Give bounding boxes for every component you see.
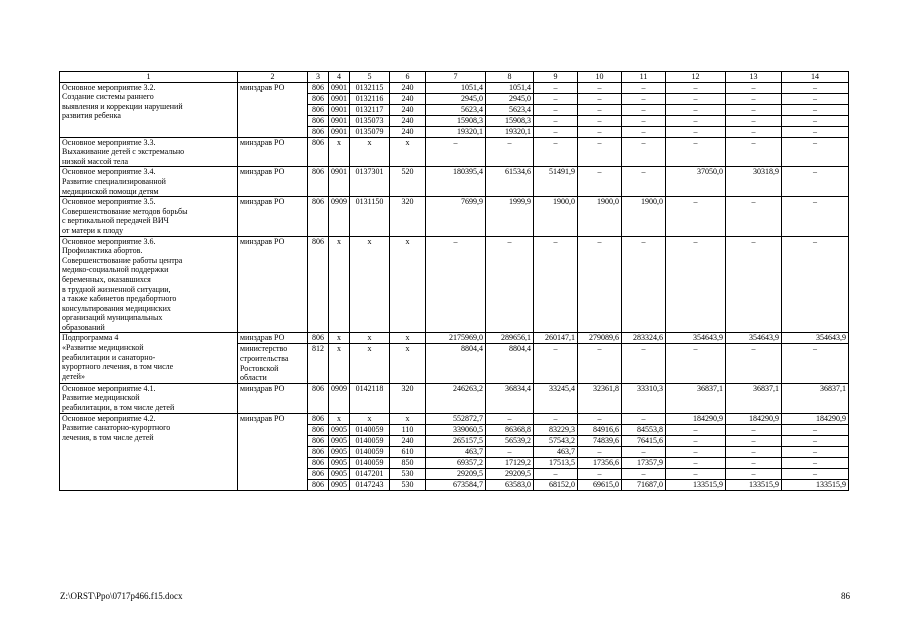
table-cell: 0132115 <box>350 82 390 93</box>
table-cell: 1900,0 <box>578 197 622 236</box>
table-cell: – <box>578 413 622 424</box>
table-row <box>60 137 849 167</box>
table-cell: 806 <box>308 333 329 344</box>
table-cell: – <box>578 468 622 479</box>
table-cell: 354643,9 <box>726 333 782 344</box>
table-cell: – <box>622 137 666 167</box>
header-cell: 3 <box>308 72 329 83</box>
table-cell: x <box>350 344 390 383</box>
table-cell: 240 <box>390 82 426 93</box>
table-cell: – <box>578 446 622 457</box>
table-cell: 530 <box>390 479 426 490</box>
table-cell: 0905 <box>329 457 350 468</box>
table-cell: – <box>622 126 666 137</box>
table-cell: – <box>782 435 849 446</box>
table-cell: x <box>329 333 350 344</box>
responsible-executor: минздрав РО <box>238 383 308 413</box>
table-cell: 86368,8 <box>486 424 534 435</box>
table-cell: – <box>534 93 578 104</box>
table-cell: 240 <box>390 93 426 104</box>
table-cell: 806 <box>308 104 329 115</box>
table-cell: 0901 <box>329 82 350 93</box>
table-cell: x <box>350 236 390 333</box>
table-cell: 0905 <box>329 424 350 435</box>
table-cell: – <box>726 457 782 468</box>
table-cell: 806 <box>308 137 329 167</box>
table-cell: 133515,9 <box>666 479 726 490</box>
table-cell: 0135073 <box>350 115 390 126</box>
table-cell: – <box>578 167 622 197</box>
table-cell: – <box>726 115 782 126</box>
responsible-executor: минздрав РО <box>238 236 308 333</box>
table-cell: 69357,2 <box>426 457 486 468</box>
table-cell: 806 <box>308 413 329 424</box>
table-cell: 610 <box>390 446 426 457</box>
table-cell: 0905 <box>329 479 350 490</box>
table-cell: 133515,9 <box>726 479 782 490</box>
table-cell: 812 <box>308 344 329 383</box>
table-cell: 184290,9 <box>666 413 726 424</box>
table-cell: 530 <box>390 468 426 479</box>
table-cell: x <box>390 344 426 383</box>
table-row <box>60 236 849 333</box>
table-cell: 51491,9 <box>534 167 578 197</box>
table-cell: 0905 <box>329 468 350 479</box>
table-cell: – <box>622 468 666 479</box>
table-cell: – <box>726 424 782 435</box>
table-cell: – <box>578 115 622 126</box>
table-cell: 1999,9 <box>486 197 534 236</box>
table-cell: 806 <box>308 446 329 457</box>
table-cell: – <box>782 236 849 333</box>
table-cell: 29209,5 <box>486 468 534 479</box>
table-cell: x <box>350 333 390 344</box>
table-cell: – <box>666 236 726 333</box>
table-cell: 76415,6 <box>622 435 666 446</box>
table-cell: 2945,0 <box>426 93 486 104</box>
table-cell: 5623,4 <box>426 104 486 115</box>
table-cell: – <box>726 446 782 457</box>
table-cell: 240 <box>390 104 426 115</box>
table-cell: 806 <box>308 167 329 197</box>
table-cell: x <box>329 137 350 167</box>
table-cell: – <box>782 344 849 383</box>
budget-table <box>59 71 849 491</box>
table-cell: 32361,8 <box>578 383 622 413</box>
responsible-executor: министерство строительства Ростовской области <box>238 344 308 383</box>
table-cell: 1051,4 <box>486 82 534 93</box>
table-cell: – <box>622 236 666 333</box>
table-cell: – <box>578 344 622 383</box>
table-cell: 17129,2 <box>486 457 534 468</box>
table-cell: – <box>622 82 666 93</box>
table-cell: – <box>622 413 666 424</box>
table-cell: – <box>726 344 782 383</box>
table-cell: – <box>578 82 622 93</box>
table-cell: 240 <box>390 115 426 126</box>
table-cell: 0901 <box>329 93 350 104</box>
header-cell: 1 <box>60 72 238 83</box>
header-cell: 2 <box>238 72 308 83</box>
table-cell: 0901 <box>329 126 350 137</box>
table-cell: 36837,1 <box>666 383 726 413</box>
table-cell: 806 <box>308 197 329 236</box>
measure-description: Основное мероприятие 4.2. Развитие санаторно-курортного лечения, в том числе детей <box>60 413 238 490</box>
table-cell: 354643,9 <box>666 333 726 344</box>
table-cell: – <box>426 137 486 167</box>
table-cell: 57543,2 <box>534 435 578 446</box>
table-cell: 8804,4 <box>426 344 486 383</box>
table-row <box>60 413 849 424</box>
responsible-executor: минздрав РО <box>238 167 308 197</box>
table-cell: – <box>782 457 849 468</box>
table-cell: – <box>578 137 622 167</box>
table-cell: 71687,0 <box>622 479 666 490</box>
table-cell: – <box>666 197 726 236</box>
table-cell: – <box>666 126 726 137</box>
table-cell: – <box>782 424 849 435</box>
measure-description: Основное мероприятие 3.3. Выхаживание детей с экстремально низкой массой тела <box>60 137 238 167</box>
table-cell: 806 <box>308 236 329 333</box>
table-cell: 265157,5 <box>426 435 486 446</box>
footer-file-path: Z:\ORST\Ppo\0717p466.f15.docx <box>60 591 183 601</box>
header-cell: 11 <box>622 72 666 83</box>
table-cell: 354643,9 <box>782 333 849 344</box>
table-cell: 61534,6 <box>486 167 534 197</box>
header-cell: 14 <box>782 72 849 83</box>
table-cell: – <box>534 468 578 479</box>
table-cell: – <box>622 115 666 126</box>
table-cell: x <box>390 236 426 333</box>
table-cell: 15908,3 <box>426 115 486 126</box>
table-row <box>60 82 849 93</box>
table-cell: – <box>666 344 726 383</box>
table-cell: 0132116 <box>350 93 390 104</box>
table-cell: – <box>534 413 578 424</box>
table-cell: – <box>782 93 849 104</box>
table-cell: 0147243 <box>350 479 390 490</box>
table-cell: – <box>782 167 849 197</box>
table-row <box>60 383 849 413</box>
table-cell: 1900,0 <box>534 197 578 236</box>
table-cell: 29209,5 <box>426 468 486 479</box>
document-page <box>59 71 849 491</box>
table-cell: 184290,9 <box>782 413 849 424</box>
table-cell: – <box>666 137 726 167</box>
table-cell: – <box>534 82 578 93</box>
table-cell: 36834,4 <box>486 383 534 413</box>
table-cell: 552872,7 <box>426 413 486 424</box>
table-row <box>60 333 849 344</box>
header-cell: 13 <box>726 72 782 83</box>
table-cell: – <box>782 82 849 93</box>
table-cell: – <box>534 137 578 167</box>
table-cell: x <box>329 344 350 383</box>
table-cell: – <box>622 344 666 383</box>
table-cell: – <box>578 126 622 137</box>
table-cell: 2175969,0 <box>426 333 486 344</box>
header-cell: 8 <box>486 72 534 83</box>
table-cell: 289656,1 <box>486 333 534 344</box>
table-cell: 260147,1 <box>534 333 578 344</box>
table-cell: 240 <box>390 435 426 446</box>
table-cell: – <box>666 82 726 93</box>
table-cell: 8804,4 <box>486 344 534 383</box>
responsible-executor: минздрав РО <box>238 333 308 344</box>
table-cell: 5623,4 <box>486 104 534 115</box>
table-cell: – <box>782 126 849 137</box>
table-cell: x <box>350 137 390 167</box>
table-cell: – <box>726 236 782 333</box>
table-cell: x <box>350 413 390 424</box>
table-cell: – <box>534 236 578 333</box>
table-cell: 83229,3 <box>534 424 578 435</box>
table-cell: 0901 <box>329 167 350 197</box>
responsible-executor: минздрав РО <box>238 137 308 167</box>
table-cell: 806 <box>308 82 329 93</box>
measure-description: Основное мероприятие 3.4. Развитие специализированной медицинской помощи детям <box>60 167 238 197</box>
table-cell: 7699,9 <box>426 197 486 236</box>
table-cell: 15908,3 <box>486 115 534 126</box>
table-cell: – <box>726 82 782 93</box>
table-cell: x <box>390 333 426 344</box>
table-cell: – <box>486 446 534 457</box>
table-cell: 806 <box>308 435 329 446</box>
table-cell: 520 <box>390 167 426 197</box>
table-cell: 806 <box>308 115 329 126</box>
table-cell: 850 <box>390 457 426 468</box>
table-cell: – <box>666 457 726 468</box>
measure-description: Основное мероприятие 3.6. Профилактика абортов. Совершенствование работы центра медико-социальной поддержки беременных, оказавшихся в трудной жизненной ситуации, а также кабинетов предабортного консультирования медицинских организаций муниципальных образований <box>60 236 238 333</box>
table-cell: 0147201 <box>350 468 390 479</box>
table-cell: – <box>726 126 782 137</box>
table-cell: – <box>578 104 622 115</box>
table-cell: 0905 <box>329 446 350 457</box>
table-cell: 84916,6 <box>578 424 622 435</box>
header-row <box>60 72 849 83</box>
responsible-executor: минздрав РО <box>238 197 308 236</box>
table-cell: 463,7 <box>426 446 486 457</box>
table-cell: 673584,7 <box>426 479 486 490</box>
table-cell: 19320,1 <box>486 126 534 137</box>
table-cell: 806 <box>308 93 329 104</box>
table-cell: 56539,2 <box>486 435 534 446</box>
table-cell: – <box>782 446 849 457</box>
table-cell: – <box>726 104 782 115</box>
table-cell: – <box>534 104 578 115</box>
header-cell: 9 <box>534 72 578 83</box>
header-cell: 4 <box>329 72 350 83</box>
table-cell: 33245,4 <box>534 383 578 413</box>
table-cell: 0140059 <box>350 446 390 457</box>
table-cell: – <box>666 446 726 457</box>
header-cell: 5 <box>350 72 390 83</box>
table-cell: – <box>622 93 666 104</box>
table-cell: 0132117 <box>350 104 390 115</box>
table-cell: 2945,0 <box>486 93 534 104</box>
table-cell: 806 <box>308 424 329 435</box>
table-cell: 320 <box>390 197 426 236</box>
table-row <box>60 167 849 197</box>
table-cell: 806 <box>308 457 329 468</box>
table-cell: 806 <box>308 126 329 137</box>
table-cell: – <box>486 413 534 424</box>
table-cell: – <box>578 93 622 104</box>
table-cell: – <box>534 126 578 137</box>
table-cell: – <box>534 344 578 383</box>
table-cell: 0131150 <box>350 197 390 236</box>
table-cell: 0142118 <box>350 383 390 413</box>
table-cell: 68152,0 <box>534 479 578 490</box>
header-cell: 7 <box>426 72 486 83</box>
measure-description: Подпрограмма 4 «Развитие медицинской реабилитации и санаторно- курортного лечения, в том числе детей» <box>60 333 238 383</box>
table-cell: x <box>329 236 350 333</box>
table-cell: 0137301 <box>350 167 390 197</box>
table-cell: 30318,9 <box>726 167 782 197</box>
table-cell: – <box>426 236 486 333</box>
table-cell: 279089,6 <box>578 333 622 344</box>
table-cell: 69615,0 <box>578 479 622 490</box>
table-cell: – <box>782 197 849 236</box>
table-cell: 180395,4 <box>426 167 486 197</box>
table-row <box>60 197 849 236</box>
table-cell: 17356,6 <box>578 457 622 468</box>
table-cell: – <box>726 137 782 167</box>
table-cell: 37050,0 <box>666 167 726 197</box>
table-cell: – <box>726 197 782 236</box>
table-cell: 246263,2 <box>426 383 486 413</box>
table-cell: 63583,0 <box>486 479 534 490</box>
table-cell: – <box>666 435 726 446</box>
measure-description: Основное мероприятие 3.5. Совершенствование методов борьбы с вертикальной передачей ВИЧ от матери к плоду <box>60 197 238 236</box>
table-cell: 806 <box>308 468 329 479</box>
table-cell: – <box>666 115 726 126</box>
table-cell: – <box>622 167 666 197</box>
table-cell: x <box>390 413 426 424</box>
table-cell: 36837,1 <box>782 383 849 413</box>
table-cell: 339060,5 <box>426 424 486 435</box>
table-cell: 463,7 <box>534 446 578 457</box>
table-cell: – <box>578 236 622 333</box>
table-cell: x <box>329 413 350 424</box>
table-cell: 806 <box>308 479 329 490</box>
table-cell: 110 <box>390 424 426 435</box>
table-cell: 0140059 <box>350 424 390 435</box>
table-cell: 36837,1 <box>726 383 782 413</box>
table-cell: x <box>390 137 426 167</box>
responsible-executor: минздрав РО <box>238 82 308 137</box>
table-cell: 0140059 <box>350 435 390 446</box>
table-cell: 184290,9 <box>726 413 782 424</box>
table-cell: – <box>666 468 726 479</box>
table-cell: 17513,5 <box>534 457 578 468</box>
table-cell: 1900,0 <box>622 197 666 236</box>
table-cell: 19320,1 <box>426 126 486 137</box>
table-cell: 33310,3 <box>622 383 666 413</box>
table-cell: – <box>622 104 666 115</box>
table-cell: 84553,8 <box>622 424 666 435</box>
table-cell: 0901 <box>329 104 350 115</box>
table-cell: 320 <box>390 383 426 413</box>
table-cell: 806 <box>308 383 329 413</box>
table-cell: 283324,6 <box>622 333 666 344</box>
responsible-executor: минздрав РО <box>238 413 308 490</box>
table-cell: 74839,6 <box>578 435 622 446</box>
table-cell: – <box>726 435 782 446</box>
table-cell: – <box>782 104 849 115</box>
table-cell: – <box>622 446 666 457</box>
table-cell: 0909 <box>329 197 350 236</box>
header-cell: 6 <box>390 72 426 83</box>
table-cell: – <box>726 468 782 479</box>
measure-description: Основное мероприятие 4.1. Развитие медицинской реабилитации, в том числе детей <box>60 383 238 413</box>
table-cell: – <box>726 93 782 104</box>
table-cell: 0140059 <box>350 457 390 468</box>
table-cell: 0905 <box>329 435 350 446</box>
table-cell: – <box>782 137 849 167</box>
table-cell: – <box>534 115 578 126</box>
table-cell: – <box>782 468 849 479</box>
header-cell: 12 <box>666 72 726 83</box>
table-cell: – <box>782 115 849 126</box>
table-cell: – <box>666 93 726 104</box>
table-cell: – <box>666 424 726 435</box>
table-cell: 0909 <box>329 383 350 413</box>
table-cell: – <box>486 236 534 333</box>
table-cell: 0135079 <box>350 126 390 137</box>
table-cell: – <box>666 104 726 115</box>
header-cell: 10 <box>578 72 622 83</box>
page-number: 86 <box>841 591 850 601</box>
table-cell: – <box>486 137 534 167</box>
table-cell: 17357,9 <box>622 457 666 468</box>
table-cell: 1051,4 <box>426 82 486 93</box>
table-cell: 0901 <box>329 115 350 126</box>
table-cell: 240 <box>390 126 426 137</box>
table-cell: 133515,9 <box>782 479 849 490</box>
measure-description: Основное мероприятие 3.2. Создание системы раннего выявления и коррекции нарушений развития ребенка <box>60 82 238 137</box>
